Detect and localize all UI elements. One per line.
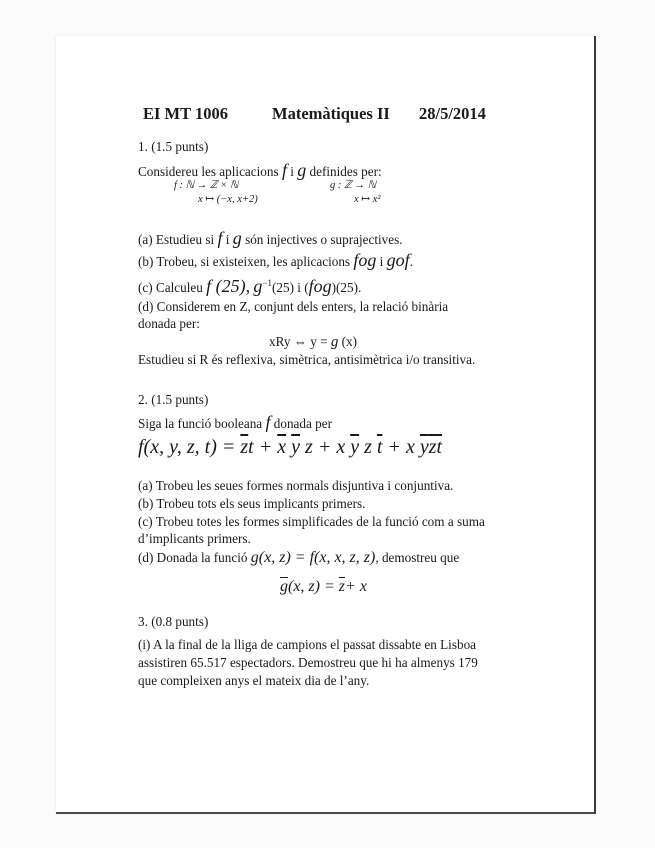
q2-c-line1: (c) Trobeu totes les formes simplificades de la funció com a suma bbox=[138, 514, 485, 529]
t3-z: z bbox=[364, 436, 372, 458]
q2-intro-end: donada per bbox=[273, 416, 332, 431]
exam-date: 28/5/2014 bbox=[419, 104, 486, 123]
q1-c-end: )(25). bbox=[331, 280, 362, 295]
t2-z: z bbox=[305, 436, 313, 458]
q1-d-line2: donada per: bbox=[138, 316, 200, 331]
result-z-bar: $\overline{z}$ bbox=[338, 578, 346, 595]
q1-d-relation bbox=[269, 334, 357, 351]
q1-b-fog: fog bbox=[353, 250, 377, 270]
q1-a-f: f bbox=[217, 228, 223, 248]
q1-c-exponent: −1 bbox=[262, 278, 272, 288]
t4-t-bar: $\overline{t}$ bbox=[436, 436, 443, 458]
q1-g: g bbox=[297, 160, 307, 180]
q1-c-text: (c) Calculeu bbox=[138, 280, 203, 295]
map-f-line1: f : ℕ → ℤ × ℕ bbox=[174, 180, 239, 191]
subject-title: Matemàtiques II bbox=[272, 104, 390, 123]
t1-t: t bbox=[248, 436, 254, 458]
q1-d-line1: (d) Considerem en Z, conjunt dels enters, la relació binària bbox=[138, 299, 449, 314]
q1-c-mid: (25) i ( bbox=[271, 280, 309, 295]
map-g-line1: g : ℤ → ℕ bbox=[330, 180, 376, 191]
q1-d-line3: Estudieu si R és reflexiva, simètrica, antisimètrica i/o transitiva. bbox=[138, 352, 476, 367]
q2-intro-f: f bbox=[265, 412, 271, 432]
plus-2: + bbox=[317, 436, 332, 458]
q1-b-text: (b) Trobeu, si existeixen, les aplicacions bbox=[138, 254, 351, 269]
exam-sheet bbox=[56, 36, 596, 814]
formula-lhs: f(x, y, z, t) = bbox=[138, 436, 236, 458]
result-args: (x, z) = bbox=[288, 578, 335, 595]
q2-intro-text: Siga la funció booleana bbox=[138, 416, 263, 431]
q2-intro bbox=[138, 412, 332, 433]
q1-b-and: i bbox=[379, 254, 384, 269]
t3-t-bar: $\overline{t}$ bbox=[376, 436, 383, 458]
q1-a-g: g bbox=[232, 228, 242, 248]
q1-a-text: (a) Estudieu si bbox=[138, 232, 215, 247]
q3-title: 3. (0.8 punts) bbox=[138, 614, 209, 629]
q1-b bbox=[138, 250, 413, 271]
q1-d-rel-arg: (x) bbox=[341, 334, 358, 349]
q1-c-fog: fog bbox=[308, 276, 332, 296]
t2-y-bar: $\overline{y}$ bbox=[291, 436, 301, 458]
t3-y-bar: $\overline{y}$ bbox=[350, 436, 360, 458]
t3-x: x bbox=[336, 436, 346, 458]
map-f-line2: x ↦ (−x, x+2) bbox=[198, 194, 258, 205]
q2-d-text: (d) Donada la funció bbox=[138, 550, 248, 565]
q1-b-gof: gof bbox=[386, 250, 410, 270]
q1-title: 1. (1.5 punts) bbox=[138, 139, 209, 154]
t4-y-bar: $\overline{y}$ bbox=[419, 436, 429, 458]
boolean-formula bbox=[138, 436, 442, 459]
result-g-bar: $\overline{g}$ bbox=[280, 578, 288, 595]
q1-c-ginv: g bbox=[253, 276, 263, 296]
course-code: EI MT 1006 bbox=[143, 104, 228, 123]
q1-b-end: . bbox=[409, 254, 413, 269]
q1-and: i bbox=[290, 164, 294, 179]
q1-c-f25: f (25), bbox=[206, 276, 251, 296]
result-rest: + x bbox=[345, 578, 367, 595]
q1-a bbox=[138, 228, 403, 249]
t4-x: x bbox=[405, 436, 415, 458]
q2-d-formula: g(x, z) = f(x, x, z, z) bbox=[250, 549, 376, 566]
q1-c bbox=[138, 276, 361, 297]
plus-3: + bbox=[387, 436, 401, 458]
q3-line2: assistiren 65.517 espectadors. Demostreu que hi ha almenys 179 bbox=[138, 655, 478, 670]
q3-line3: que compleixen anys el mateix dia de l’any. bbox=[138, 673, 370, 688]
q1-a-text-end: són injectives o suprajectives. bbox=[245, 232, 403, 247]
q1-f: f bbox=[281, 160, 287, 180]
q1-intro-end: definides per: bbox=[309, 164, 382, 179]
q1-intro bbox=[138, 160, 382, 181]
q2-a: (a) Trobeu les seues formes normals disjuntiva i conjuntiva. bbox=[138, 478, 454, 493]
t1-z-bar: $\overline{z}$ bbox=[240, 436, 249, 458]
q1-intro-text: Considereu les aplicacions bbox=[138, 164, 279, 179]
q1-d-rel-g: g bbox=[330, 334, 339, 350]
q2-d bbox=[138, 549, 459, 567]
t2-x-bar: $\overline{x}$ bbox=[277, 436, 287, 458]
q2-d-end: , demostreu que bbox=[375, 550, 460, 565]
map-g-line2: x ↦ x² bbox=[354, 194, 381, 205]
q2-title: 2. (1.5 punts) bbox=[138, 392, 209, 407]
q2-c-line2: d’implicants primers. bbox=[138, 531, 251, 546]
q2-b: (b) Trobeu tots els seus implicants primers. bbox=[138, 496, 366, 511]
q3-line1: (i) A la final de la lliga de campions el passat dissabte en Lisboa bbox=[138, 637, 477, 652]
q2-result bbox=[280, 578, 367, 596]
q1-a-and: i bbox=[225, 232, 230, 247]
t4-z-bar: $\overline{z}$ bbox=[428, 436, 437, 458]
plus-1: + bbox=[258, 436, 273, 458]
q1-d-rel-text: xRy ⇔ y = bbox=[269, 334, 328, 349]
